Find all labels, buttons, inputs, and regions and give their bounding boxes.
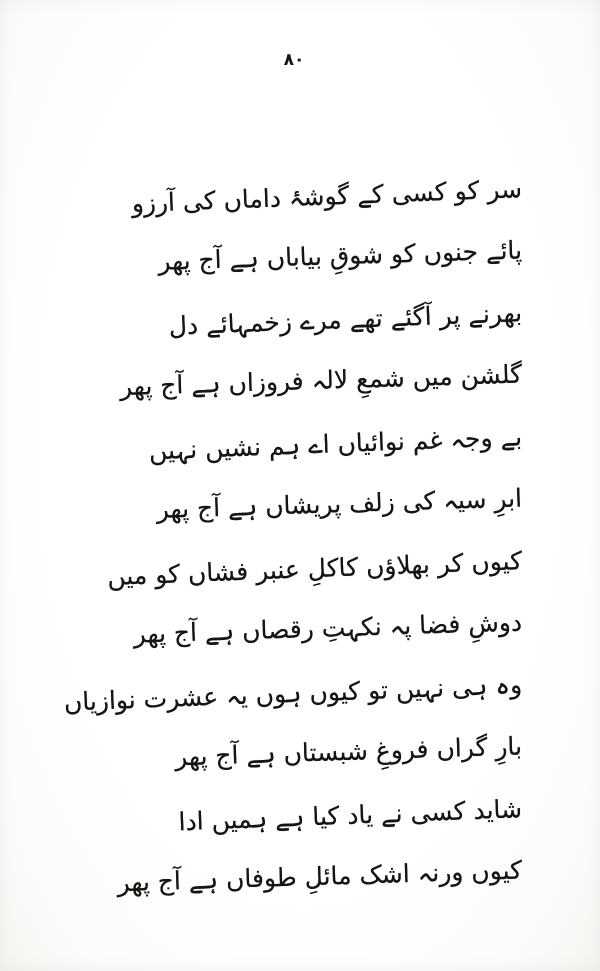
verse-line-5: بے وجہ غم نوائیاں اے ہم نشیں نہیں (148, 421, 523, 465)
verse-line-8: دوشِ فضا پہ نکہتِ رقصاں ہے آج پھر (133, 606, 523, 649)
verse-line-7: کیوں کر بھلاؤں کاکلِ عنبر فشاں کو میں (106, 545, 523, 591)
verse-line-9: وہ ہی نہیں تو کیوں ہوں یہ عشرت نوازیاں (63, 669, 523, 717)
verse-line-1: سر کو کسی کے گوشۂ داماں کی آرزو (131, 173, 523, 218)
ghazal-text-block (0, 158, 600, 902)
page-number: ۸۰ (283, 50, 305, 70)
verse-line-6: ابرِ سیہ کی زلف پریشاں ہے آج پھر (156, 482, 523, 524)
verse-line-11: شاید کسی نے یاد کیا ہے ہمیں ادا (177, 793, 523, 836)
verse-line-10: بارِ گراں فروغِ شبستاں ہے آج پھر (174, 730, 523, 771)
verse-line-3: بھرنے پر آگئے تھے مرے زخمہائے دل (168, 297, 523, 341)
verse-line-12: کیوں ورنہ اشک مائلِ طوفاں ہے آج پھر (117, 854, 523, 897)
verse-line-2: پائے جنوں کو شوقِ بیاباں ہے آج پھر (157, 234, 523, 276)
verse-line-4: گلشن میں شمعِ لالہ فروزاں ہے آج پھر (119, 358, 523, 401)
